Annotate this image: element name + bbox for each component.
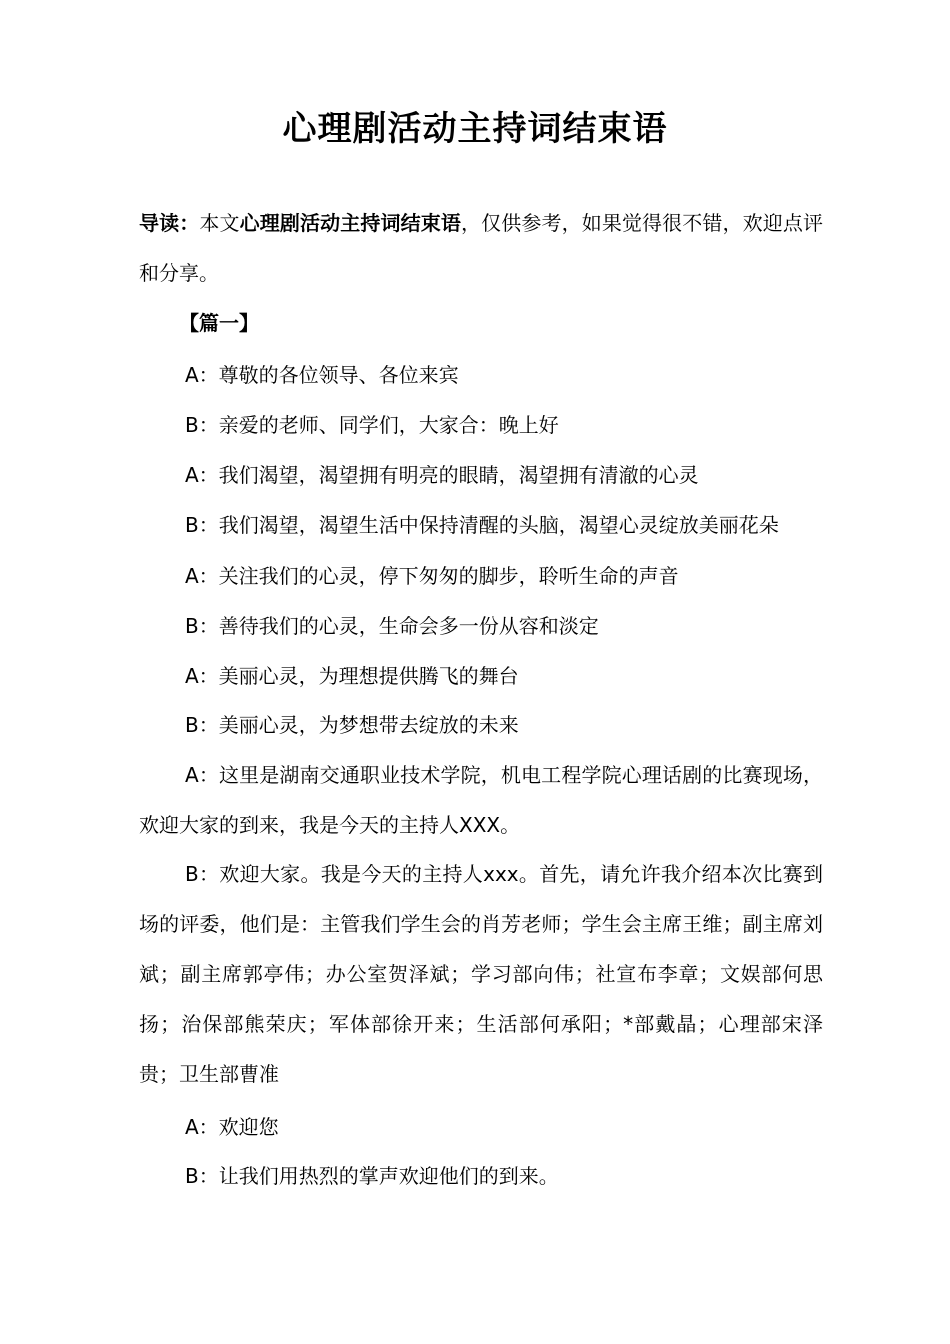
- dialogue-line: B：我们渴望，渴望生活中保持清醒的头脑，渴望心灵绽放美丽花朵: [185, 513, 779, 537]
- dialogue-line: B：让我们用热烈的掌声欢迎他们的到来。: [185, 1164, 559, 1188]
- intro-paragraph: [139, 198, 823, 298]
- intro-suffix: ，仅供参考，如果觉得很不错，欢迎点评和分享。: [139, 211, 824, 285]
- intro-label: 导读：: [139, 211, 200, 235]
- dialogue-line: A：美丽心灵，为理想提供腾飞的舞台: [185, 664, 519, 688]
- dialogue-line: A：尊敬的各位领导、各位来宾: [185, 363, 459, 387]
- dialogue-line: A：我们渴望，渴望拥有明亮的眼睛，渴望拥有清澈的心灵: [185, 463, 699, 487]
- dialogue-line: B：欢迎大家。我是今天的主持人xxx。首先，请允许我介绍本次比赛到场的评委，他们是：主管我们学生会的肖芳老师；学生会主席王维；副主席刘斌；副主席郭亭伟；办公室贺泽斌；学习部向伟；社宣布李章；文娱部何思扬；治保部熊荣庆；军体部徐开来；生活部何承阳；*部戴晶；心理部宋泽贵；卫生部曹准: [139, 862, 823, 1086]
- dialogue-line: B：善待我们的心灵，生命会多一份从容和淡定: [185, 614, 599, 638]
- intro-highlight: 心理剧活动主持词结束语: [239, 211, 461, 235]
- document-title: 心理剧活动主持词结束语: [282, 109, 668, 149]
- dialogue-line: A：这里是湖南交通职业技术学院，机电工程学院心理话剧的比赛现场，欢迎大家的到来，我是今天的主持人XXX。: [139, 763, 823, 837]
- dialogue-line: A：关注我们的心灵，停下匆匆的脚步，聆听生命的声音: [185, 564, 679, 588]
- intro-prefix: 本文: [199, 211, 240, 235]
- section-heading: 【篇一】: [179, 311, 259, 335]
- dialogue-line: B：美丽心灵，为梦想带去绽放的未来: [185, 713, 519, 737]
- dialogue-line: B：亲爱的老师、同学们，大家合：晚上好: [185, 413, 559, 437]
- dialogue-line: A：欢迎您: [185, 1115, 279, 1139]
